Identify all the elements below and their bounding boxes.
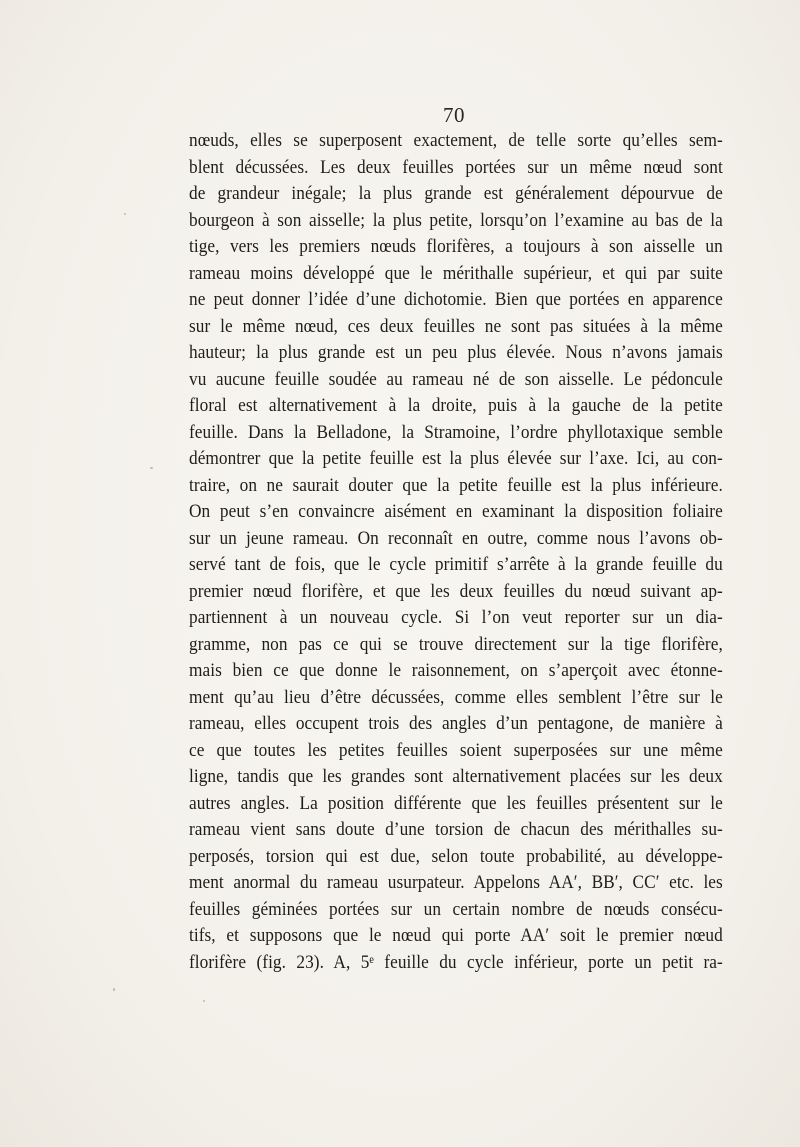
text-line: ce que toutes les petites feuilles soient superposées sur une même bbox=[189, 739, 723, 761]
text-line: premier nœud florifère, et que les deux feuilles du nœud suivant ap- bbox=[189, 580, 723, 602]
page-number: 70 bbox=[443, 103, 465, 127]
text-line: de grandeur inégale; la plus grande est généralement dépourvue de bbox=[189, 183, 723, 204]
text-line: hauteur; la plus grande est un peu plus élevée. Nous n’avons jamais bbox=[189, 342, 723, 363]
text-line: feuille. Dans la Belladone, la Stramoine, l’ordre phyllotaxique semble bbox=[189, 421, 723, 443]
text-line: mais bien ce que donne le raisonnement, on s’aperçoit avec étonne- bbox=[189, 660, 723, 681]
scan-speck bbox=[150, 467, 153, 469]
text-line: servé tant de fois, que le cycle primitif s’arrête à la grande feuille du bbox=[189, 554, 723, 575]
text-line: blent décussées. Les deux feuilles portées sur un même nœud sont bbox=[189, 156, 723, 178]
text-line: ne peut donner l’idée d’une dichotomie. Bien que portées en apparence bbox=[189, 289, 723, 310]
text-line: gramme, non pas ce qui se trouve directement sur la tige florifère, bbox=[189, 633, 723, 655]
text-line: nœuds, elles se superposent exactement, de telle sorte qu’elles sem- bbox=[189, 130, 723, 151]
body-text bbox=[189, 128, 723, 976]
scan-speck bbox=[124, 213, 126, 215]
text-line: autres angles. La position différente que les feuilles présentent sur le bbox=[189, 792, 723, 814]
text-line: sur un jeune rameau. On reconnaît en outre, comme nous l’avons ob- bbox=[189, 527, 723, 549]
text-line: traire, on ne saurait douter que la petite feuille est la plus inférieure. bbox=[189, 474, 723, 496]
text-line: tige, vers les premiers nœuds florifères, a toujours à son aisselle un bbox=[189, 236, 723, 257]
text-line: démontrer que la petite feuille est la plus élevée sur l’axe. Ici, au con- bbox=[189, 448, 723, 469]
text-line: ment qu’au lieu d’être décussées, comme elles semblent l’être sur le bbox=[189, 686, 723, 708]
text-line: tifs, et supposons que le nœud qui porte AA′ soit le premier nœud bbox=[189, 925, 723, 946]
text-line: rameau, elles occupent trois des angles d’un pentagone, de manière à bbox=[189, 713, 723, 734]
text-line: On peut s’en convaincre aisément en examinant la disposition foliaire bbox=[189, 501, 723, 522]
text-line: bourgeon à son aisselle; la plus petite, lorsqu’on l’examine au bas de la bbox=[189, 209, 723, 231]
scan-speck bbox=[113, 988, 115, 991]
text-line: sur le même nœud, ces deux feuilles ne sont pas situées à la même bbox=[189, 315, 723, 337]
scan-speck bbox=[203, 1000, 205, 1002]
text-line: floral est alternativement à la droite, puis à la gauche de la petite bbox=[189, 395, 723, 416]
text-line: vu aucune feuille soudée au rameau né de son aisselle. Le pédoncule bbox=[189, 368, 723, 390]
text-line: partiennent à un nouveau cycle. Si l’on veut reporter sur un dia- bbox=[189, 607, 723, 628]
text-line: rameau moins développé que le mérithalle supérieur, et qui par suite bbox=[189, 262, 723, 284]
text-line: ment anormal du rameau usurpateur. Appelons AA′, BB′, CC′ etc. les bbox=[189, 872, 723, 893]
text-line: rameau vient sans doute d’une torsion de chacun des mérithalles su- bbox=[189, 819, 723, 840]
text-line: feuilles géminées portées sur un certain nombre de nœuds consécu- bbox=[189, 898, 723, 920]
text-line: perposés, torsion qui est due, selon toute probabilité, au développe- bbox=[189, 845, 723, 867]
text-line: ligne, tandis que les grandes sont alternativement placées sur les deux bbox=[189, 766, 723, 787]
text-line: florifère (fig. 23). A, 5ᵉ feuille du cycle inférieur, porte un petit ra- bbox=[189, 951, 723, 973]
